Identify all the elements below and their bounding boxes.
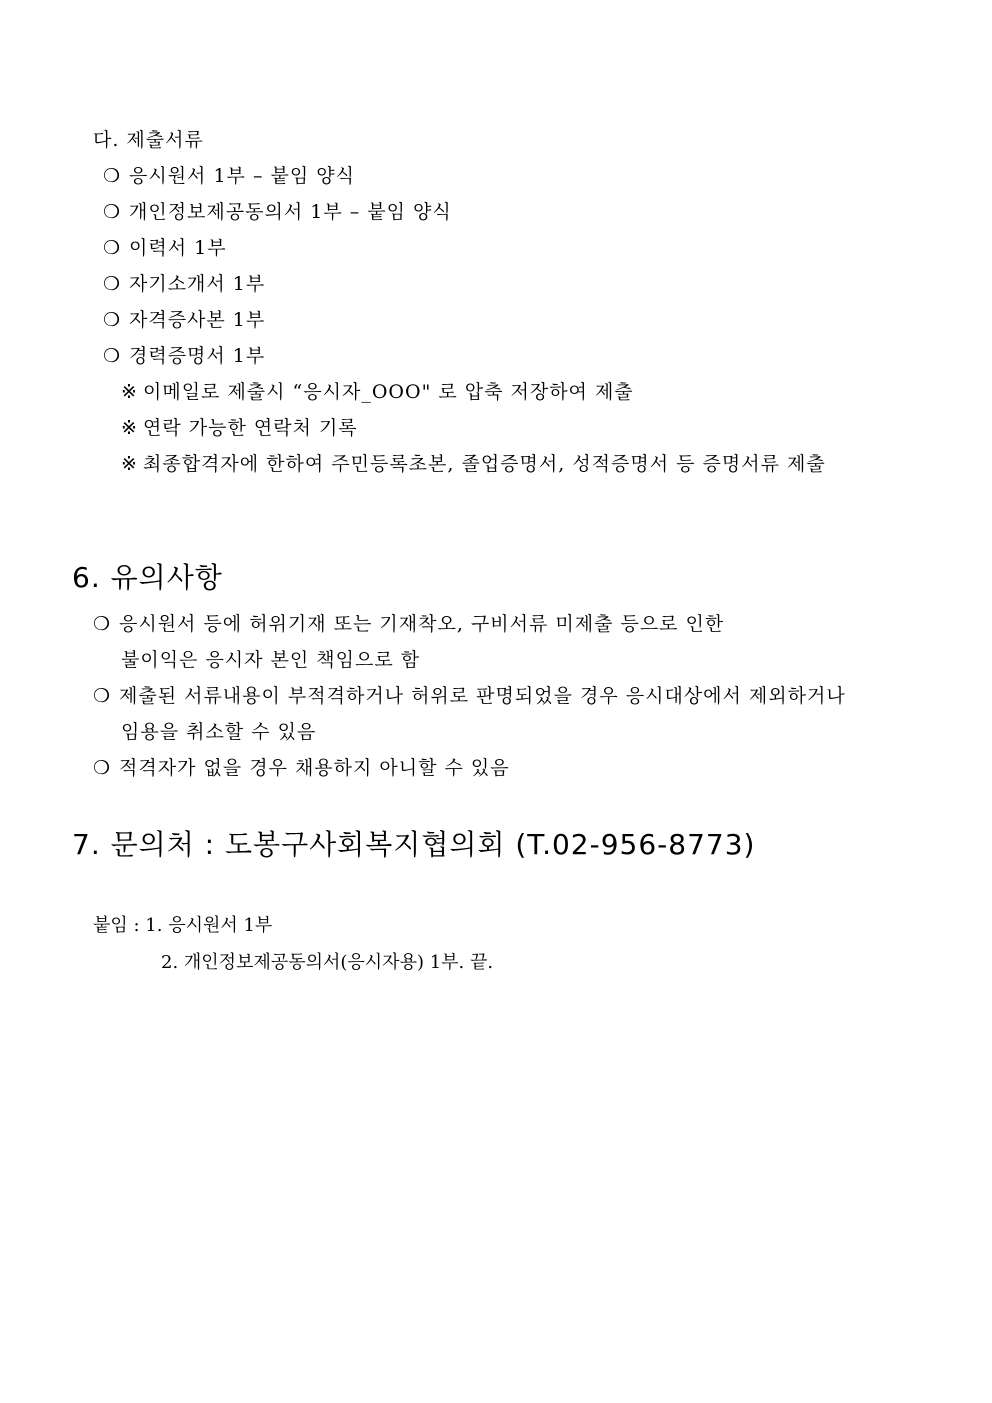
circle-bullet-icon: ❍ bbox=[103, 237, 122, 259]
attachment-line-2 bbox=[161, 951, 493, 975]
circle-bullet-icon: ❍ bbox=[103, 165, 122, 187]
circle-bullet-icon: ❍ bbox=[103, 273, 122, 295]
reference-mark-icon: ※ bbox=[121, 453, 138, 475]
attachment-item: 1. 응시원서 1부 bbox=[145, 915, 273, 936]
notice-item bbox=[93, 684, 846, 708]
circle-bullet-icon: ❍ bbox=[93, 685, 112, 707]
section-da-title: 다. 제출서류 bbox=[93, 129, 204, 151]
submission-item bbox=[103, 344, 265, 368]
submission-item-text: 응시원서 1부 – 붙임 양식 bbox=[129, 165, 355, 187]
circle-bullet-icon: ❍ bbox=[93, 613, 112, 635]
attachment-item: 2. 개인정보제공동의서(응시자용) 1부. 끝. bbox=[161, 952, 494, 973]
submission-note-text: 연락 가능한 연락처 기록 bbox=[143, 417, 358, 439]
submission-item bbox=[103, 236, 227, 260]
submission-item bbox=[103, 272, 265, 296]
section-7-heading: 7. 문의처 : 도봉구사회복지협의회 (T.02-956-8773) bbox=[72, 828, 756, 861]
submission-item-text: 자격증사본 1부 bbox=[129, 309, 266, 331]
submission-item bbox=[103, 164, 355, 188]
reference-mark-icon: ※ bbox=[121, 381, 138, 403]
reference-mark-icon: ※ bbox=[121, 417, 138, 439]
circle-bullet-icon: ❍ bbox=[103, 201, 122, 223]
circle-bullet-icon: ❍ bbox=[103, 309, 122, 331]
notice-item-text: 제출된 서류내용이 부적격하거나 허위로 판명되었을 경우 응시대상에서 제외하거나 bbox=[119, 685, 846, 707]
notice-item-text: 응시원서 등에 허위기재 또는 기재착오, 구비서류 미제출 등으로 인한 bbox=[119, 613, 725, 635]
notice-item-text: 적격자가 없을 경우 채용하지 아니할 수 있음 bbox=[119, 757, 510, 779]
circle-bullet-icon: ❍ bbox=[93, 757, 112, 779]
notice-item-continuation: 불이익은 응시자 본인 책임으로 함 bbox=[121, 649, 421, 671]
submission-item-text: 개인정보제공동의서 1부 – 붙임 양식 bbox=[129, 201, 452, 223]
submission-item-text: 경력증명서 1부 bbox=[129, 345, 266, 367]
submission-note bbox=[121, 416, 358, 440]
notice-item-continuation: 임용을 취소할 수 있음 bbox=[121, 721, 317, 743]
section-6-heading: 6. 유의사항 bbox=[72, 561, 223, 594]
submission-note-text: 최종합격자에 한하여 주민등록초본, 졸업증명서, 성적증명서 등 증명서류 제출 bbox=[143, 453, 826, 475]
submission-note-text: 이메일로 제출시 “응시자_OOO" 로 압축 저장하여 제출 bbox=[143, 381, 634, 403]
submission-item bbox=[103, 308, 265, 332]
submission-item-text: 이력서 1부 bbox=[129, 237, 227, 259]
attachment-label: 붙임 : bbox=[93, 915, 146, 936]
submission-note bbox=[121, 380, 634, 404]
attachment-line-1 bbox=[93, 914, 272, 938]
notice-item bbox=[93, 612, 724, 636]
circle-bullet-icon: ❍ bbox=[103, 345, 122, 367]
submission-note bbox=[121, 452, 826, 476]
submission-item bbox=[103, 200, 452, 224]
notice-item bbox=[93, 756, 510, 780]
submission-item-text: 자기소개서 1부 bbox=[129, 273, 266, 295]
